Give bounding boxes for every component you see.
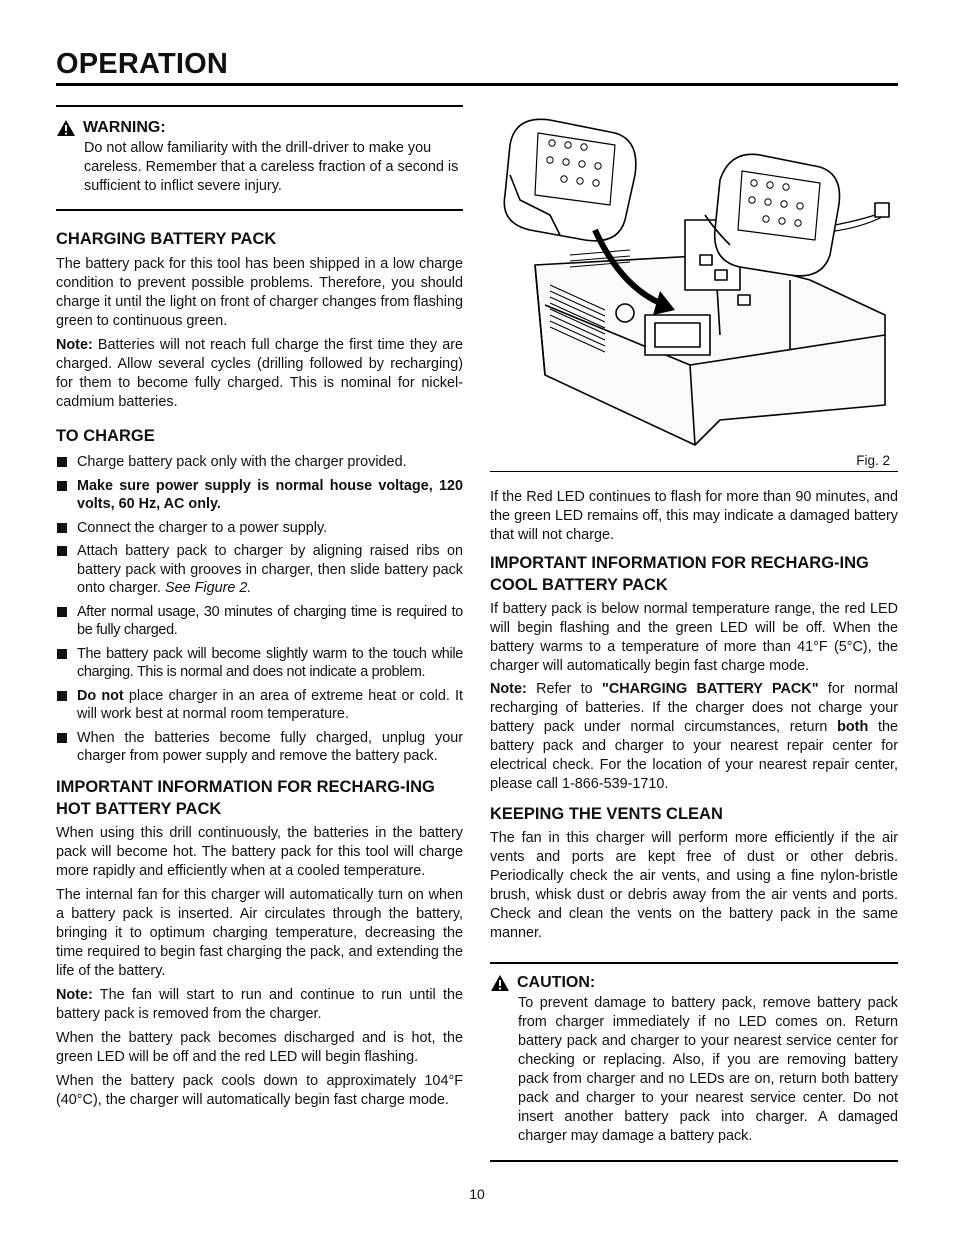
list-item: Attach battery pack to charger by aligning raised ribs on battery pack with grooves in charger, then slide battery pack onto charger. See Figure 2. [56, 542, 463, 598]
warning-text: Do not allow familiarity with the drill-driver to make you careless. Remember that a careless fraction of a second is sufficient to inflict severe injury. [84, 140, 459, 194]
figure-bottom-rule [490, 471, 898, 472]
page-title: OPERATION [56, 48, 229, 80]
charging-note: Note: Batteries will not reach full charge the first time they are charged. Allow several cycles (drilling followed by recharging) for them to become fully charged. This is nominal for nickel-cadmium batteries. [56, 337, 463, 410]
charging-paragraph: The battery pack for this tool has been shipped in a low charge condition to prevent possible problems. Therefore, you should charge it until the light on front of charger changes from flashing green to continuous green. [56, 256, 463, 329]
to-charge-list [56, 453, 463, 766]
cool-battery-heading: IMPORTANT INFORMATION FOR RECHARG-ING COOL BATTERY PACK [490, 554, 869, 594]
hot-note: Note: The fan will start to run and continue to run until the battery pack is removed from the charger. [56, 986, 463, 1022]
caution-triangle-icon [490, 974, 510, 992]
cool-paragraph: If battery pack is below normal temperature range, the red LED will begin flashing and the green LED will be off. When the battery warms to a temperature of more than 41°F (5°C), the charger will automatically begin fast charge mode. [490, 601, 898, 674]
caution-heading: CAUTION: [517, 974, 596, 991]
hot-paragraph-4: When the battery pack cools down to approximately 104°F (40°C), the charger will automatically begin fast charge mode. [56, 1072, 463, 1108]
hot-paragraph-1: When using this drill continuously, the batteries in the battery pack will become hot. The battery pack for this tool will charge more rapidly and efficiently when at a cooled temperature. [56, 824, 463, 879]
warning-triangle-icon [56, 119, 76, 137]
list-item: After normal usage, 30 minutes of charging time is required to be fully charged. [56, 603, 463, 640]
hot-paragraph-3: When the battery pack becomes discharged and is hot, the green LED will be off and the red LED will begin flashing. [56, 1029, 463, 1065]
page-number: 10 [469, 1186, 485, 1202]
caution-box [490, 964, 898, 1162]
caution-text: To prevent damage to battery pack, remove battery pack from charger immediately if no LED comes on. Return battery pack and charger to your nearest service center for checking or replacing. Also, if you are removing battery pack from charger and no LEDs are on, return both battery pack and charger to your nearest service center. Do not insert another battery pack into charger. A damaged charger may damage a battery pack. [518, 995, 898, 1144]
red-led-paragraph: If the Red LED continues to flash for more than 90 minutes, and the green LED remains off, this may indicate a damaged battery that will not charge. [490, 489, 898, 543]
right-column [490, 488, 898, 1162]
list-item: Do not place charger in an area of extreme heat or cold. It will work best at normal room temperature. [56, 687, 463, 724]
warning-box [56, 107, 463, 211]
hot-paragraph-2: The internal fan for this charger will automatically turn on when a battery pack is inserted. Air circulates through the battery, bringing it to optimum charging temperature, decreasing the time required to begin fast charging the pack, and extending the life of the battery. [56, 886, 463, 979]
vents-paragraph: The fan in this charger will perform more efficiently if the air vents and ports are kept free of dust or other debris. Periodically check the air vents, and using a fine nylon-bristle brush, whisk dust or debris away from the air vents and ports. Check and clean the vents on the battery pack in the same manner. [490, 830, 898, 941]
to-charge-heading: TO CHARGE [56, 427, 155, 445]
charger-illustration [490, 105, 898, 472]
list-item: Make sure power supply is normal house voltage, 120 volts, 60 Hz, AC only. [56, 477, 463, 514]
warning-heading: WARNING: [83, 119, 166, 136]
list-item: The battery pack will become slightly warm to the touch while charging. This is normal and does not indicate a problem. [56, 645, 463, 682]
cool-note: Note: Refer to "CHARGING BATTERY PACK" for normal recharging of batteries. If the charger does not charge your battery pack under normal circumstances, return both the battery pack and charger to your nearest repair center for electrical check. For the location of your nearest repair center, please call 1-866-539-1710. [490, 681, 899, 792]
left-column [56, 105, 463, 1110]
title-rule [56, 83, 898, 86]
list-item: Connect the charger to a power supply. [56, 519, 463, 538]
figure-2 [490, 105, 898, 472]
list-item: When the batteries become fully charged, unplug your charger from power supply and remove the battery pack. [56, 729, 463, 766]
vents-heading: KEEPING THE VENTS CLEAN [490, 805, 723, 823]
charging-heading: CHARGING BATTERY PACK [56, 230, 277, 248]
figure-caption: Fig. 2 [856, 453, 890, 468]
list-item: Charge battery pack only with the charger provided. [56, 453, 463, 472]
hot-battery-heading: IMPORTANT INFORMATION FOR RECHARG-ING HOT BATTERY PACK [56, 777, 435, 818]
